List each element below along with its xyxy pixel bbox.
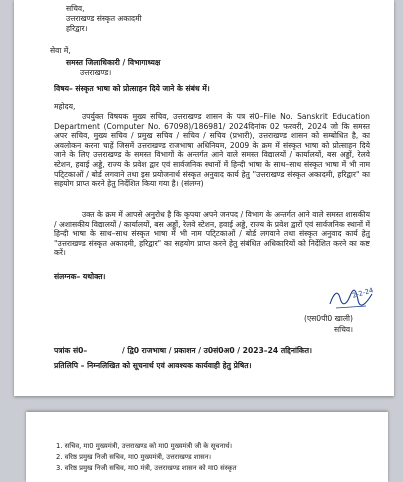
subject-line: विषय– संस्कृत भाषा को प्रोत्साहन दिये जाने के संबंध में। (54, 84, 210, 93)
sender-place: हरिद्वार। (66, 24, 88, 33)
recipient-place: उत्तराखण्ड। (80, 68, 112, 77)
reference-label: पत्रांक सं0– (54, 346, 88, 355)
enclosure-line: संलग्नक– यथोक्त। (54, 272, 106, 281)
letter-page-2 (26, 412, 388, 482)
signatory-designation: सचिव। (334, 325, 354, 334)
address-line: महोदय, (54, 102, 76, 111)
signatory-name: (एस0पी0 खाली) (304, 314, 353, 323)
recipient-name: समस्त जिलाधिकारी / विभागाध्यक्ष (66, 58, 161, 67)
reference-number: / द्वि0 राजभाषा / प्रकाशन / उ0सं0अ0 / 2023–24 तद्दिनांकित। (122, 346, 312, 355)
copy-list-item: 2. वरिष्ठ प्रमुख निजी सचिव, मा0 मुख्यमंत्री, उत्तराखण्ड शासन। (56, 453, 212, 461)
letter-page-1 (14, 0, 394, 396)
copy-list-item: 1. सचिव, मा0 मुख्यमंत्री, उत्तराखण्ड को मा0 मुख्यमंत्री जी के सूचनार्थ। (56, 442, 233, 450)
copy-to-line: प्रतिलिपि – निम्नलिखित को सूचनार्थ एवं आवश्यक कार्यवाही हेतु प्रेषित। (54, 361, 252, 370)
salutation-to: सेवा में, (50, 46, 71, 55)
sender-organization: उत्तराखण्ड संस्कृत अकादमी (66, 14, 142, 23)
copy-list-item: 3. वरिष्ठ प्रमुख निजी सचिव, मा0 मंत्री, उत्तराखण्ड शासन को मा0 संस्कृत (56, 464, 237, 472)
body-paragraph-2: उक्त के क्रम में आपसे अनुरोध है कि कृपया अपने जनपद / विभाग के अन्तर्गत आने वाले समस्त शासकीय / अशासकीय विद्यालयों / कार्यालयों, बस अड्डों, रेलवे स्टेशन, हवाई अड्डे, राज्य के प्रवेश द्वारों एवं सार्वजनिक स्थानों में हिन्दी भाषा के साथ–साथ संस्कृत भाषा में भी नाम पटि्टकाओं / बोर्ड लगवाने तथा संस्कृत अनुवाद कार्य हेतु "उत्तराखण्ड संस्कृत अकादमी, हरिद्वार" का सहयोग प्राप्त करने हेतु संबंधित अधिकारियों को निर्देशित करने का कष्ट करें। (54, 210, 370, 258)
sender-title: सचिव, (66, 4, 85, 13)
body-paragraph-1: उपर्युक्त विषयक मुख्य सचिव, उत्तराखण्ड शासन के पत्र सं0–File No. Sanskrit Education Department (Computer No. 67098)/186981/ 2024दिनांक 02 फरवरी, 2024 जो कि समस्त अपर सचिव, मुख्य सचिव / प्रमुख सचिव / सचिव / सचिव (प्रभारी), उत्तराखण्ड शासन को सम्बोधित है, का अवलोकन करना चाहें जिसमें उत्तराखण्ड राजभाषा अधिनियम, 2009 के क्रम में संस्कृत भाषा को प्रोत्साहन दिये जाने के लिए उत्तराखण्ड के समस्त विभागों के अन्तर्गत आने वाले समस्त विद्यालयों / कार्यालयों, बस अड्डों, रेलवे स्टेशन, हवाई अड्डे, राज्य के प्रवेश द्वार एवं सार्वजनिक स्थानों में हिन्दी भाषा के साथ–साथ संस्कृत भाषा में भी नाम पटि्टकाओं / बोर्ड लगवाने तथा इस प्रयोजनार्थ संस्कृत अनुवाद कार्य हेतु "उत्तराखण्ड संस्कृत अकादमी, हरिद्वार" का सहयोग प्राप्त करने हेतु निर्देशित किया गया है। (संलग्न) (54, 112, 370, 189)
signature-date: 2-2-24 (351, 286, 375, 300)
